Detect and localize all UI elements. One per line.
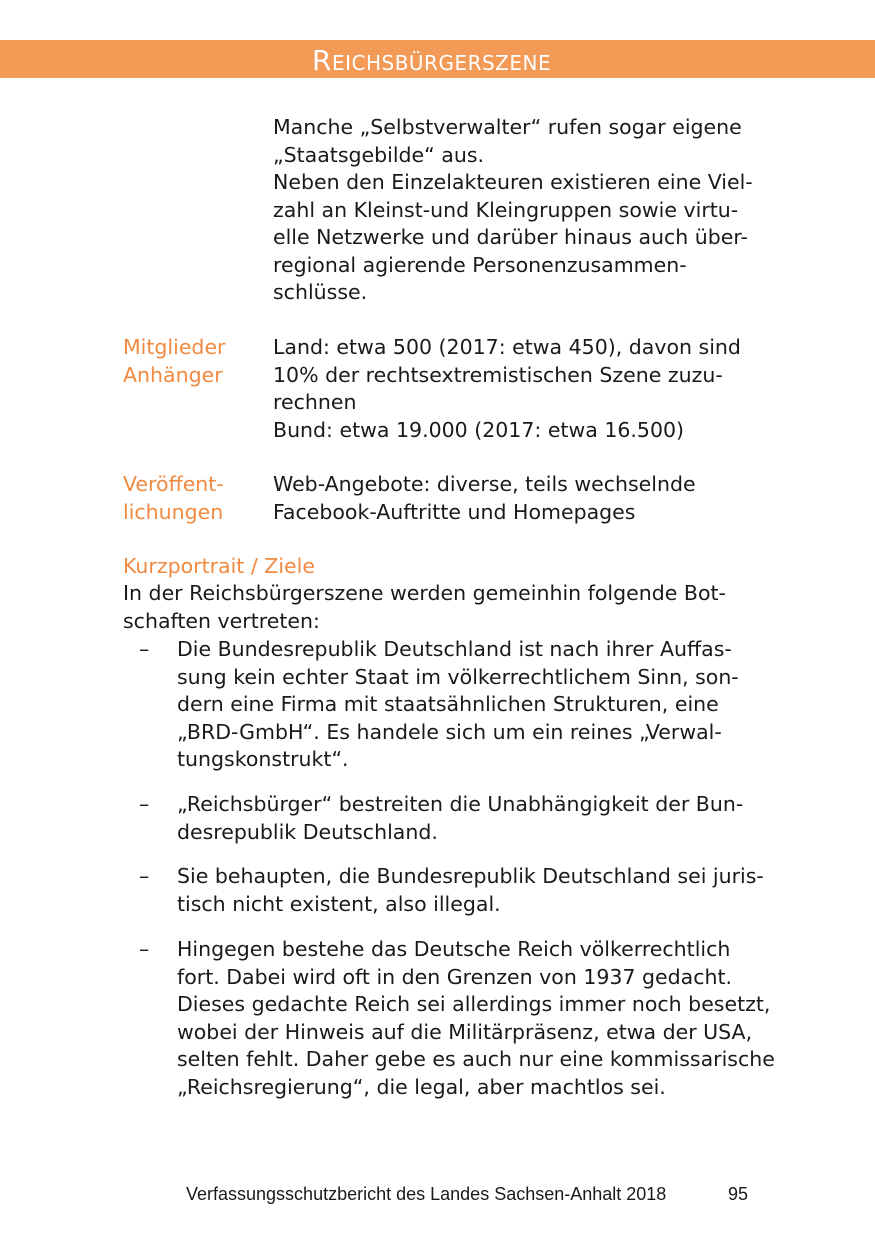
bullet-item [177, 936, 775, 1101]
text-line: Bund: etwa 19.000 (2017: etwa 16.500) [273, 417, 685, 442]
text-line: tungskonstrukt“. [177, 747, 349, 771]
text-line: tisch nicht existent, also illegal. [177, 891, 501, 916]
footer-text: Verfassungsschutzbericht des Landes Sachsen-Anhalt 2018 [186, 1184, 667, 1204]
text-line: schlüsse. [273, 280, 368, 304]
portrait-heading: Kurzportrait / Ziele [123, 554, 315, 578]
text-line: Sie behaupten, die Bundesrepublik Deutschland sei juris- [177, 864, 764, 888]
publications-label [123, 471, 224, 526]
text-line: fort. Dabei wird oft in den Grenzen von 1937 gedacht. [177, 964, 733, 989]
bullet-dash: – [139, 937, 150, 961]
bullet-dash: – [139, 864, 150, 888]
members-label [123, 334, 226, 389]
text-line: Neben den Einzelakteuren existieren eine Viel- [273, 170, 753, 194]
text-line: regional agierende Personenzusammen- [273, 252, 687, 277]
text-line: desrepublik Deutschland. [177, 819, 438, 844]
intro-paragraph [273, 114, 753, 307]
text-line: Web-Angebote: diverse, teils wechselnde [273, 472, 696, 496]
publications-text [273, 471, 696, 526]
text-line: „Reichsregierung“, die legal, aber machtlos sei. [177, 1074, 666, 1099]
text-line: Land: etwa 500 (2017: etwa 450), davon sind [273, 335, 741, 359]
text-line: sung kein echter Staat im völkerrechtlichem Sinn, son- [177, 664, 739, 689]
label-line: Anhänger [123, 362, 223, 387]
members-text [273, 334, 741, 444]
text-line: Die Bundesrepublik Deutschland ist nach ihrer Auffas- [177, 637, 732, 661]
bullet-item [177, 791, 743, 846]
text-line: selten fehlt. Daher gebe es auch nur eine kommissarische [177, 1047, 775, 1071]
page-number: 95 [728, 1184, 749, 1204]
text-line: elle Netzwerke und darüber hinaus auch über- [273, 225, 748, 249]
text-line: Dieses gedachte Reich sei allerdings immer noch besetzt, [177, 992, 771, 1016]
bullet-dash: – [139, 792, 150, 816]
text-line: Hingegen bestehe das Deutsche Reich völkerrechtlich [177, 937, 731, 961]
label-line: lichungen [123, 499, 224, 524]
portrait-intro [123, 580, 726, 635]
section-title: Reichsbürgerszene [312, 44, 552, 77]
text-line: wobei der Hinweis auf die Militärpräsenz, etwa der USA, [177, 1019, 753, 1044]
section-header-banner [0, 40, 875, 78]
text-line: „Reichsbürger“ bestreiten die Unabhängigkeit der Bun- [177, 792, 744, 816]
text-line: schaften vertreten: [123, 608, 320, 633]
text-line: Manche „Selbstverwalter“ rufen sogar eigene [273, 115, 742, 139]
text-line: In der Reichsbürgerszene werden gemeinhin folgende Bot- [123, 581, 726, 605]
text-line: rechnen [273, 390, 357, 414]
bullet-dash: – [139, 637, 150, 661]
label-line: Veröffent- [123, 472, 224, 496]
text-line: Facebook-Auftritte und Homepages [273, 499, 636, 524]
text-line: dern eine Firma mit staatsähnlichen Strukturen, eine [177, 692, 719, 716]
text-line: „Staatsgebilde“ aus. [273, 142, 485, 167]
label-line: Mitglieder [123, 335, 226, 359]
text-line: „BRD-GmbH“. Es handele sich um ein reines „Verwal- [177, 719, 722, 744]
bullet-item [177, 863, 764, 918]
text-line: zahl an Kleinst-und Kleingruppen sowie virtu- [273, 197, 739, 222]
bullet-item [177, 636, 739, 774]
text-line: 10% der rechtsextremistischen Szene zuzu- [273, 362, 723, 387]
